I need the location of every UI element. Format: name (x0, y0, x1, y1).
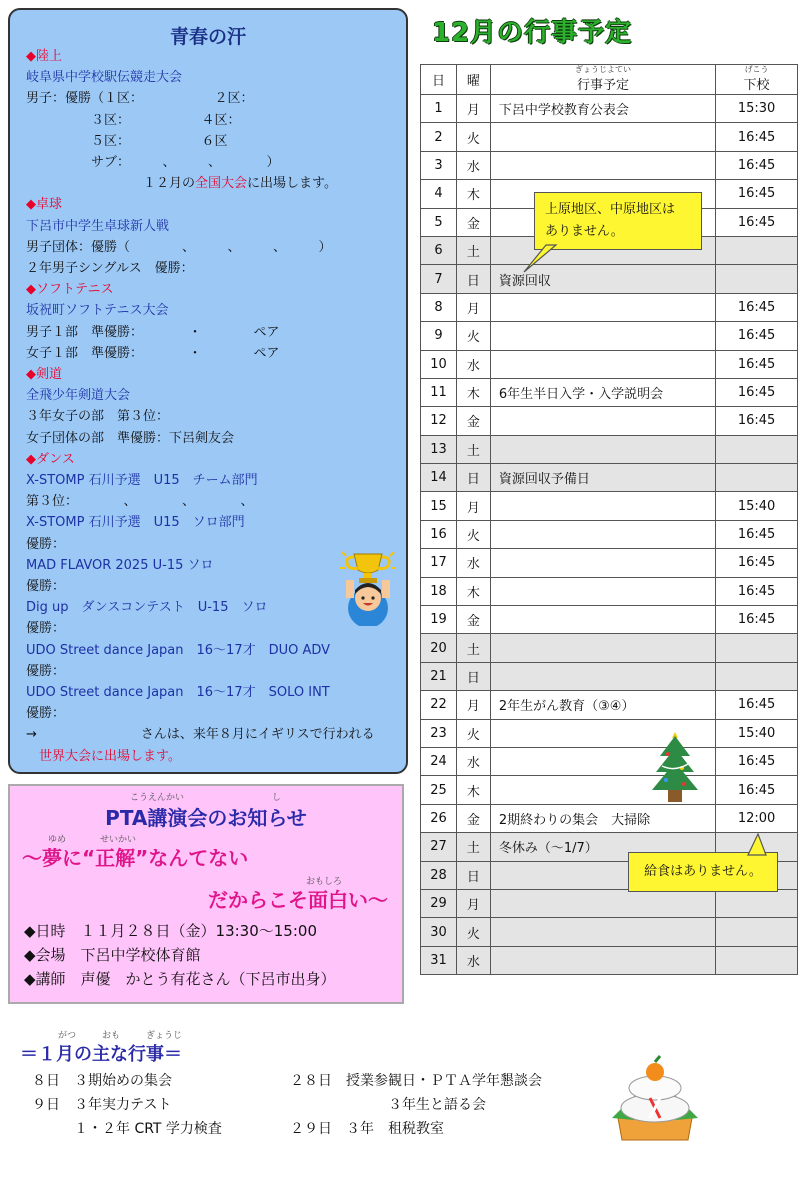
weekday-cell: 月 (456, 492, 490, 520)
event-cell (490, 492, 715, 520)
time-cell: 16:45 (716, 606, 798, 634)
day-cell: 3 (421, 151, 457, 179)
kagami-mochi-icon (608, 1048, 702, 1142)
callout-no-pickup-line-1: 上原地区、中原地区は (545, 202, 676, 217)
day-cell: 1 (421, 95, 457, 123)
table-row (421, 407, 798, 435)
jan-ruby-gatsu: がつ (58, 1031, 77, 1041)
seishun-title: 青春の汗 (169, 26, 246, 48)
seishun-line: 女子団体の部 準優勝：下呂剣友会 (26, 430, 235, 446)
header-time-ruby: げこう (744, 65, 769, 74)
day-cell: 6 (421, 236, 457, 264)
weekday-cell: 月 (456, 889, 490, 917)
seishun-line: X-STOMP 石川予選 U15 チーム部門 (26, 473, 258, 488)
event-cell (490, 946, 715, 974)
day-cell: 22 (421, 691, 457, 719)
callout-pointer-1 (520, 244, 560, 274)
weekday-cell: 火 (456, 719, 490, 747)
table-header-row (421, 65, 798, 95)
table-row (421, 804, 798, 832)
time-cell (716, 662, 798, 690)
weekday-cell: 土 (456, 634, 490, 662)
day-cell: 24 (421, 747, 457, 775)
table-row (421, 691, 798, 719)
event-cell: 下呂中学校教育公表会 (490, 95, 715, 123)
january-title: ＝１月の主な行事＝ (20, 1044, 182, 1065)
weekday-cell: 月 (456, 691, 490, 719)
weekday-cell: 木 (456, 378, 490, 406)
callout-no-pickup (534, 192, 702, 250)
time-cell (716, 236, 798, 264)
time-cell: 16:45 (716, 747, 798, 775)
weekday-cell: 土 (456, 435, 490, 463)
callout-no-pickup-line-2: ありません。 (545, 224, 624, 239)
calendar-title: 12月の行事予定 (432, 18, 633, 48)
weekday-cell: 火 (456, 918, 490, 946)
weekday-cell: 水 (456, 350, 490, 378)
day-cell: 17 (421, 549, 457, 577)
time-cell: 12:00 (716, 804, 798, 832)
seishun-line: 女子１部 準優勝： ・ ペア (26, 345, 280, 361)
seishun-line: ◆ダンス (26, 451, 75, 467)
day-cell: 28 (421, 861, 457, 889)
weekday-cell: 土 (456, 833, 490, 861)
time-cell: 16:45 (716, 293, 798, 321)
event-cell (490, 577, 715, 605)
seishun-line: 下呂市中学生卓球新人戦 (26, 218, 170, 234)
day-cell: 10 (421, 350, 457, 378)
event-cell (490, 293, 715, 321)
day-cell: 9 (421, 322, 457, 350)
jan-right-1: ２８日 授業参観日・ＰＴＡ学年懇談会 (290, 1073, 542, 1089)
time-cell: 16:45 (716, 776, 798, 804)
seishun-line: 男子団体：優勝（ 、 、 、 ） (26, 239, 332, 255)
time-cell: 16:45 (716, 520, 798, 548)
event-cell (490, 918, 715, 946)
day-cell: 2 (421, 123, 457, 151)
weekday-cell: 水 (456, 946, 490, 974)
day-cell: 11 (421, 378, 457, 406)
day-cell: 7 (421, 265, 457, 293)
event-cell (490, 889, 715, 917)
day-cell: 18 (421, 577, 457, 605)
event-cell (490, 123, 715, 151)
theme-ruby-yume: ゆめ (48, 835, 67, 845)
weekday-cell: 土 (456, 236, 490, 264)
seishun-line: X-STOMP 石川予選 U15 ソロ部門 (26, 515, 245, 531)
table-row (421, 435, 798, 463)
table-row (421, 776, 798, 804)
time-cell: 15:40 (716, 719, 798, 747)
table-row (421, 747, 798, 775)
weekday-cell: 日 (456, 662, 490, 690)
event-cell (490, 549, 715, 577)
table-row (421, 549, 798, 577)
event-cell (490, 520, 715, 548)
seishun-line: 岐阜県中学校駅伝競走大会 (26, 70, 183, 86)
event-cell: 資源回収 (490, 265, 715, 293)
table-row (421, 520, 798, 548)
day-cell: 19 (421, 606, 457, 634)
weekday-cell: 月 (456, 95, 490, 123)
jan-right-3: ２９日 ３年 租税教室 (290, 1121, 444, 1137)
time-cell: 16:45 (716, 691, 798, 719)
event-cell: 6年生半日入学・入学説明会 (490, 378, 715, 406)
trophy-kid-icon (328, 546, 408, 626)
time-cell (716, 464, 798, 492)
table-row (421, 577, 798, 605)
time-cell (716, 265, 798, 293)
seishun-line: ２年男子シングルス 優勝： (26, 261, 194, 276)
weekday-cell: 水 (456, 549, 490, 577)
pta-title-ruby: こうえんかい (130, 793, 185, 803)
seishun-line: UDO Street dance Japan 16～17才 SOLO INT (26, 685, 330, 700)
table-row (421, 265, 798, 293)
weekday-cell: 火 (456, 520, 490, 548)
time-cell: 16:45 (716, 180, 798, 208)
day-cell: 5 (421, 208, 457, 236)
weekday-cell: 木 (456, 776, 490, 804)
seishun-line: 男子１部 準優勝： ・ ペア (26, 324, 280, 340)
weekday-cell: 木 (456, 577, 490, 605)
pta-speaker: ◆講師 声優 かとう有花さん（下呂市出身） (24, 970, 336, 988)
event-cell (490, 151, 715, 179)
table-row (421, 322, 798, 350)
event-cell (490, 634, 715, 662)
seishun-line: 優勝： (26, 579, 66, 594)
header-time-label: 下校 (743, 78, 770, 93)
weekday-cell: 日 (456, 464, 490, 492)
time-cell: 16:45 (716, 123, 798, 151)
seishun-line: UDO Street dance Japan 16～17才 DUO ADV (26, 642, 331, 658)
time-cell: 16:45 (716, 407, 798, 435)
seishun-line: 優勝： (26, 536, 66, 552)
event-cell (490, 322, 715, 350)
event-cell (490, 435, 715, 463)
event-cell: 2年生がん教育（③④） (490, 691, 715, 719)
event-cell: 2期終わりの集会 大掃除 (490, 804, 715, 832)
table-row (421, 918, 798, 946)
jan-ruby-omo: おも (102, 1031, 121, 1041)
seishun-line: 坂祝町ソフトテニス大会 (26, 303, 169, 319)
event-cell: 冬休み（～1/7） (490, 833, 715, 861)
jan-left-1: ８日 ３期始めの集会 (32, 1073, 172, 1089)
time-cell: 15:40 (716, 492, 798, 520)
table-row (421, 889, 798, 917)
pta-theme-line-2: だからこそ面白い～ (208, 888, 388, 912)
weekday-cell: 水 (456, 151, 490, 179)
pta-title-ruby-2: し (272, 793, 282, 803)
table-row (421, 606, 798, 634)
day-cell: 21 (421, 662, 457, 690)
seishun-line: 男子：優勝（１区： ２区： (26, 91, 254, 107)
day-cell: 15 (421, 492, 457, 520)
time-cell (716, 889, 798, 917)
seishun-line: サブ： 、 、 ） (26, 155, 280, 170)
day-cell: 26 (421, 804, 457, 832)
theme-ruby-seikai: せいかい (100, 835, 137, 845)
seishun-line: ◆陸上 (26, 49, 62, 64)
weekday-cell: 木 (456, 180, 490, 208)
seishun-line: Dig up ダンスコンテスト U-15 ソロ (26, 600, 268, 616)
table-row (421, 464, 798, 492)
day-cell: 27 (421, 833, 457, 861)
jan-left-3: １・２年 CRT 学力検査 (32, 1121, 222, 1137)
day-cell: 8 (421, 293, 457, 321)
seishun-line: 世界大会に出場します。 (26, 748, 181, 764)
table-row (421, 123, 798, 151)
header-event-ruby: ぎょうじよてい (575, 65, 631, 74)
header-time (716, 65, 798, 95)
weekday-cell: 日 (456, 861, 490, 889)
day-cell: 16 (421, 520, 457, 548)
table-row (421, 350, 798, 378)
pta-date: ◆日時 １１月２８日（金）13:30～15:00 (24, 922, 317, 940)
event-cell (490, 407, 715, 435)
seishun-line: ５区： ６区 (26, 133, 228, 149)
seishun-line: ３年女子の部 第３位： (26, 409, 170, 425)
seishun-line: 優勝： (26, 706, 66, 722)
callout-no-lunch: 給食はありません。 (628, 852, 778, 892)
day-cell: 31 (421, 946, 457, 974)
seishun-line: MAD FLAVOR 2025 U-15 ソロ (26, 557, 214, 573)
seishun-line: ◆ソフトテニス (26, 282, 114, 298)
seishun-line: ◆卓球 (26, 197, 62, 213)
time-cell: 16:45 (716, 350, 798, 378)
table-row (421, 634, 798, 662)
header-event-label: 行事予定 (576, 78, 629, 93)
day-cell: 12 (421, 407, 457, 435)
day-cell: 4 (421, 180, 457, 208)
weekday-cell: 水 (456, 747, 490, 775)
time-cell: 16:45 (716, 322, 798, 350)
pta-venue: ◆会場 下呂中学校体育館 (24, 946, 201, 964)
seishun-line: 優勝： (26, 621, 66, 637)
weekday-cell: 日 (456, 265, 490, 293)
seishun-line: 全飛少年剣道大会 (26, 388, 131, 404)
pta-theme-line-1: ～夢に“正解”なんてない (22, 846, 249, 870)
callout-pointer-2 (738, 832, 778, 856)
seishun-line: 第３位： 、 、 、 (26, 494, 254, 510)
time-cell: 16:45 (716, 378, 798, 406)
header-weekday: 曜 (456, 65, 490, 95)
time-cell: 16:45 (716, 151, 798, 179)
day-cell: 14 (421, 464, 457, 492)
time-cell: 16:45 (716, 549, 798, 577)
christmas-tree-icon (648, 728, 702, 810)
pta-lecture-panel (8, 784, 404, 1004)
time-cell (716, 435, 798, 463)
weekday-cell: 金 (456, 407, 490, 435)
theme-ruby-omoshiro: おもしろ (306, 877, 343, 887)
seishun-line: ◆剣道 (26, 367, 62, 382)
weekday-cell: 金 (456, 208, 490, 236)
time-cell: 16:45 (716, 208, 798, 236)
event-cell (490, 350, 715, 378)
time-cell (716, 918, 798, 946)
day-cell: 20 (421, 634, 457, 662)
jan-ruby-gyouji: ぎょうじ (146, 1031, 183, 1041)
weekday-cell: 火 (456, 322, 490, 350)
table-row (421, 151, 798, 179)
day-cell: 29 (421, 889, 457, 917)
jan-right-2: ３年生と語る会 (290, 1097, 486, 1113)
time-cell (716, 946, 798, 974)
day-cell: 23 (421, 719, 457, 747)
table-row (421, 719, 798, 747)
day-cell: 13 (421, 435, 457, 463)
seishun-line: → さんは、来年８月にイギリスで行われる (26, 727, 375, 743)
table-row (421, 946, 798, 974)
weekday-cell: 金 (456, 804, 490, 832)
day-cell: 25 (421, 776, 457, 804)
table-row (421, 492, 798, 520)
seishun-line: ３区： ４区： (26, 112, 241, 128)
table-row (421, 95, 798, 123)
weekday-cell: 火 (456, 123, 490, 151)
seishun-line: １２月の全国大会に出場します。 (26, 176, 337, 192)
weekday-cell: 月 (456, 293, 490, 321)
time-cell: 16:45 (716, 577, 798, 605)
table-row (421, 378, 798, 406)
time-cell: 15:30 (716, 95, 798, 123)
day-cell: 30 (421, 918, 457, 946)
event-cell: 資源回収予備日 (490, 464, 715, 492)
header-day: 日 (421, 65, 457, 95)
weekday-cell: 金 (456, 606, 490, 634)
event-cell (490, 662, 715, 690)
seishun-panel (8, 8, 408, 774)
table-row (421, 293, 798, 321)
pta-title: PTA講演会のお知らせ (105, 806, 307, 830)
table-row (421, 662, 798, 690)
time-cell (716, 634, 798, 662)
event-cell (490, 606, 715, 634)
header-event (490, 65, 715, 95)
seishun-line: 優勝： (26, 663, 66, 679)
jan-left-2: ９日 ３年実力テスト (32, 1097, 172, 1113)
